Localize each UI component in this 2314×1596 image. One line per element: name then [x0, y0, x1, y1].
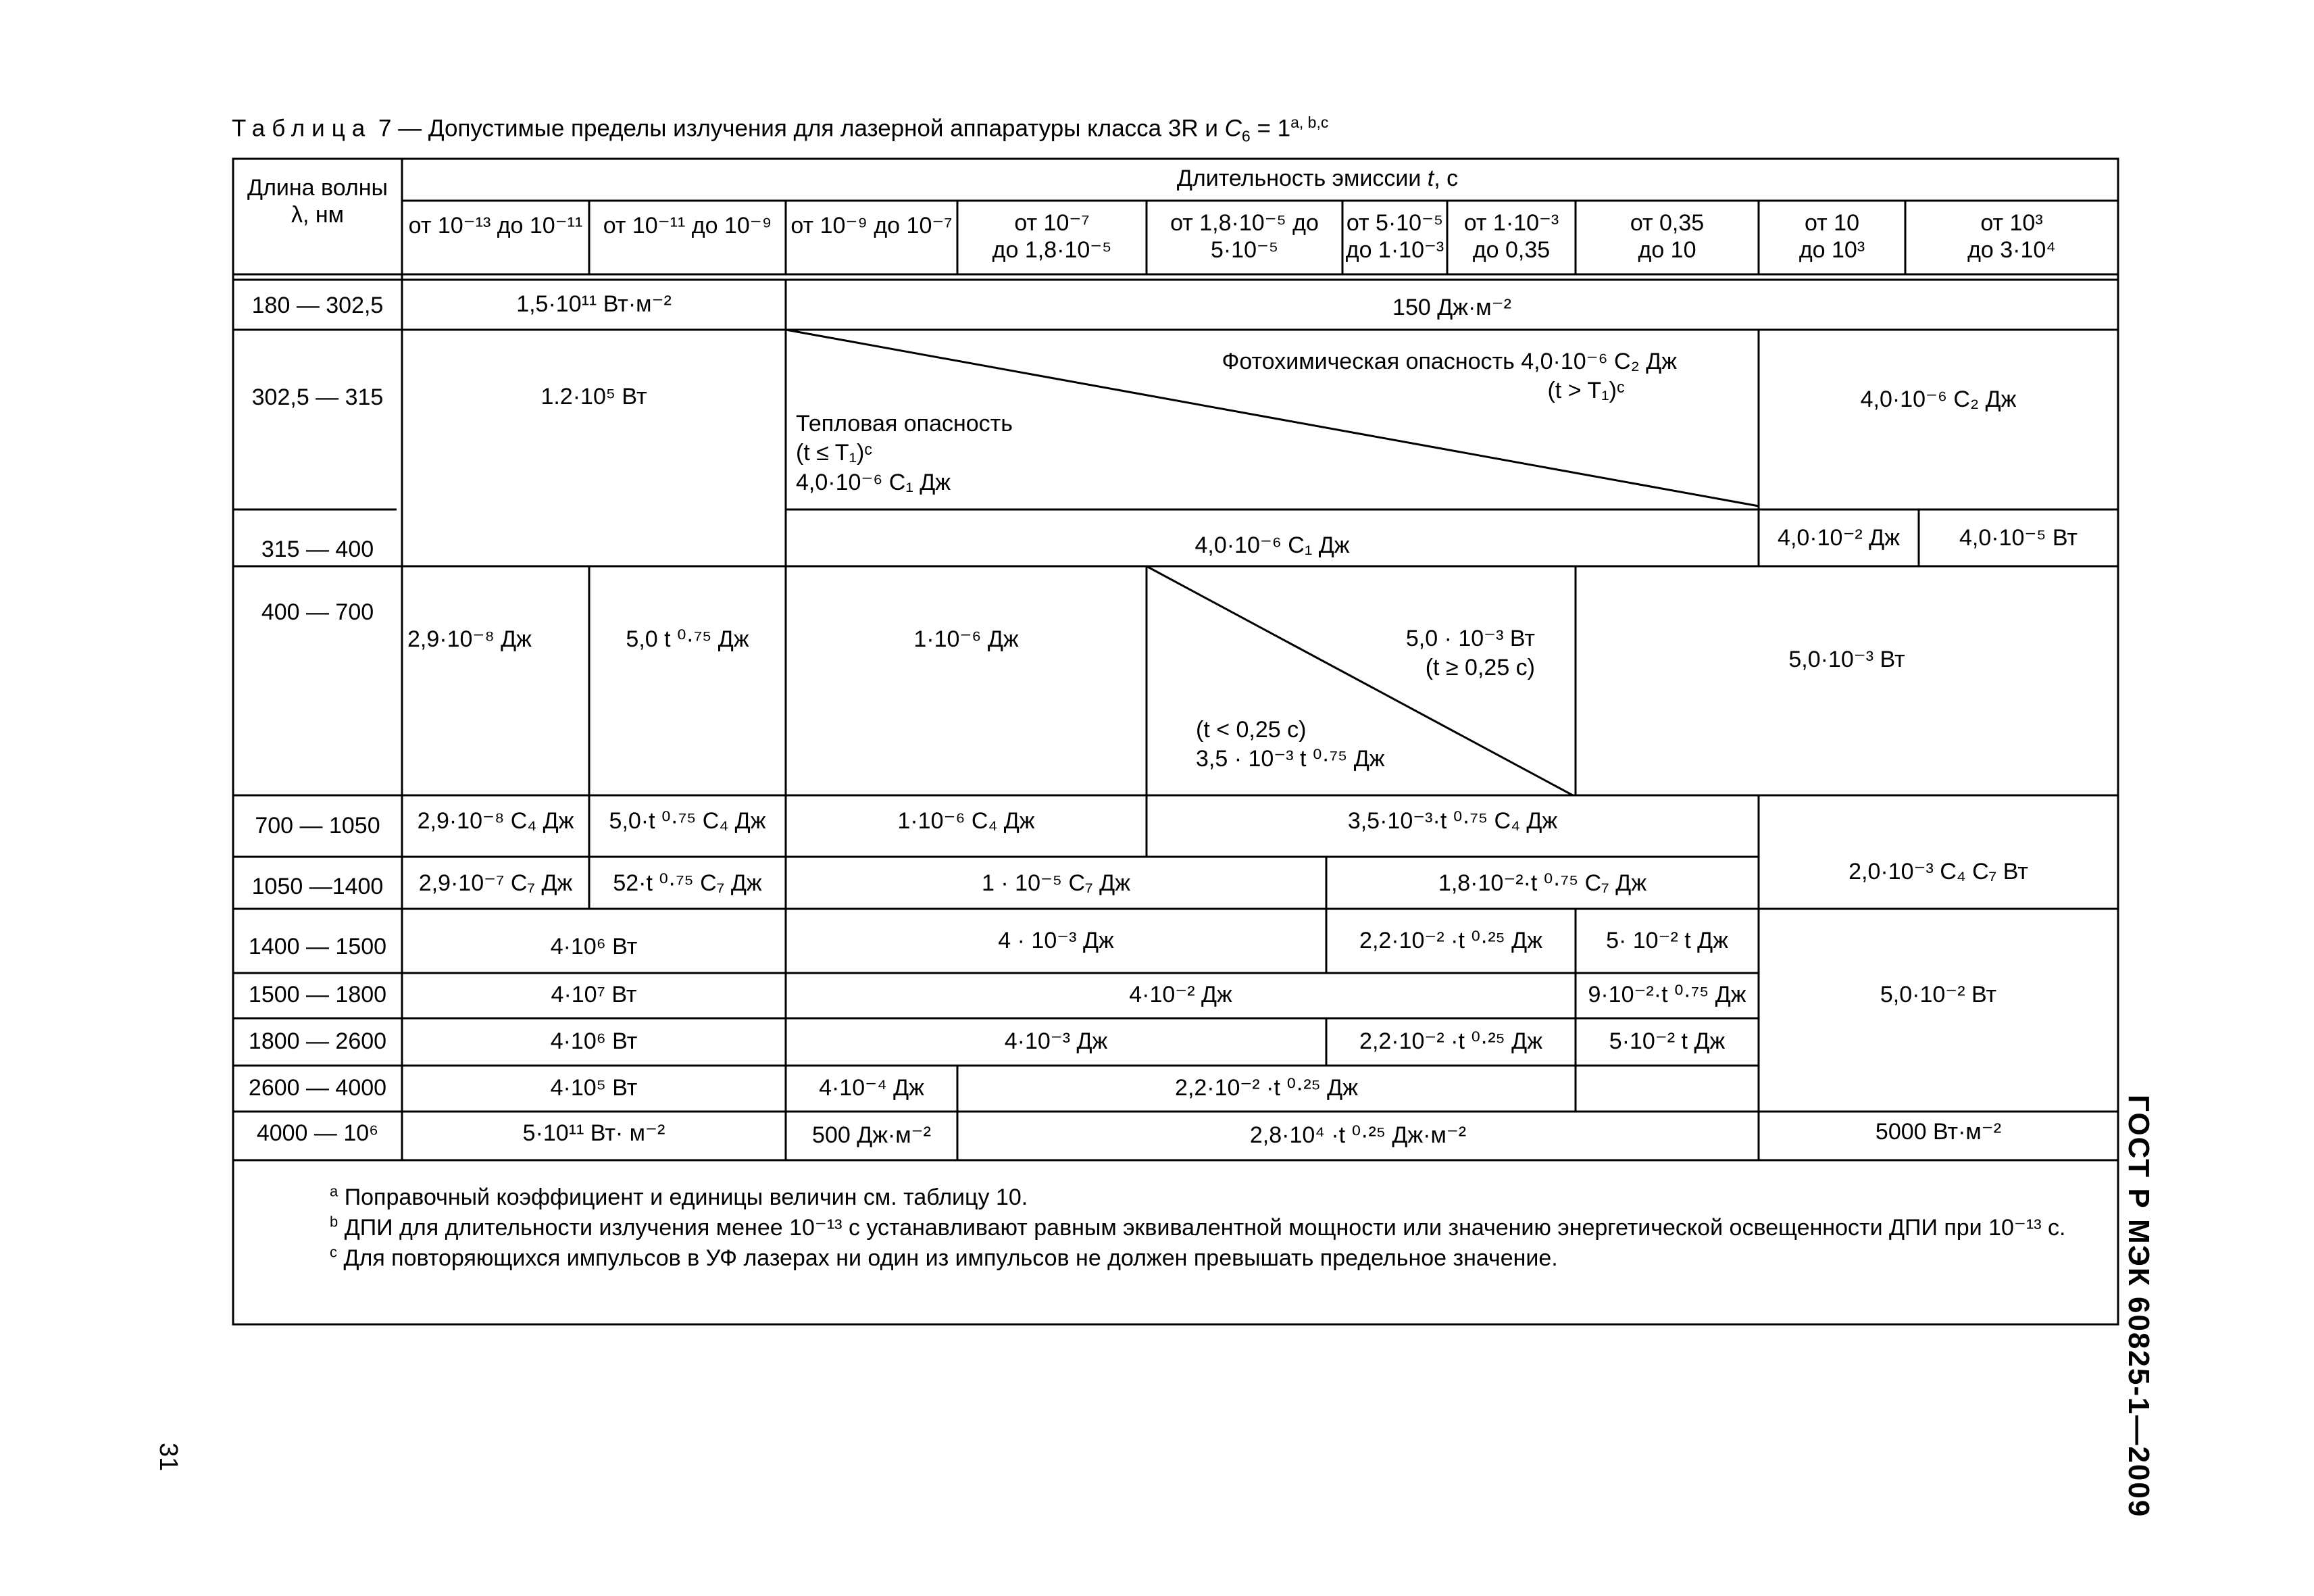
header-wavelength-line2: λ, нм [291, 202, 345, 228]
header-col9-l1: от 10 [1805, 210, 1859, 236]
header-col7-l2: до 0,35 [1472, 237, 1551, 263]
caption-text: — Допустимые пределы излучения для лазерной аппаратуры класса 3R и [398, 115, 1218, 142]
table-footnotes [257, 1182, 2094, 1274]
cell-700-b: 5,0·t ⁰·⁷⁵ C₄ Дж [609, 808, 766, 834]
footnote-b-mark: b [330, 1213, 338, 1230]
footnote-a [257, 1182, 2094, 1213]
footnote-b-text: ДПИ для длительности излучения менее 10⁻¹³ с устанавливают равным эквивалентной мощности или значению энергетической освещенности ДПИ при 10⁻¹³ с. [344, 1215, 2066, 1241]
caption-footnote-marks: a, b,c [1290, 114, 1329, 131]
cell-400-b: 5,0 t ⁰·⁷⁵ Дж [626, 626, 749, 652]
cell-400-c: 1·10⁻⁶ Дж [913, 626, 1019, 652]
wl-315: 315 — 400 [261, 537, 374, 562]
wl-1800: 1800 — 2600 [248, 1028, 387, 1054]
cell-400-right: 5,0·10⁻³ Вт [1788, 647, 1905, 672]
cell-302-right: 4,0·10⁻⁶ C₂ Дж [1860, 386, 2017, 412]
cell-4000-d: 5000 Вт·м⁻² [1875, 1119, 2002, 1145]
cell-315-a: 4,0·10⁻⁶ C₁ Дж [1194, 532, 1350, 558]
cell-1050-c: 1 · 10⁻⁵ C₇ Дж [982, 870, 1130, 896]
header-col6-l2: до 1·10⁻³ [1345, 237, 1444, 263]
cell-1800-a: 4·10⁶ Вт [550, 1028, 638, 1054]
cell-180-a: 1,5·10¹¹ Вт·м⁻² [516, 291, 672, 317]
cell-302-photo: Фотохимическая опасность 4,0·10⁻⁶ C₂ Дж [1222, 349, 1677, 374]
caption-var: C [1224, 115, 1242, 142]
page-number: 31 [154, 1443, 182, 1472]
cell-1400-a: 4·10⁶ Вт [550, 934, 638, 959]
cell-400-upper-l2: (t ≥ 0,25 с) [1425, 655, 1535, 680]
cell-1050-a: 2,9·10⁻⁷ C₇ Дж [418, 870, 573, 896]
wl-1500: 1500 — 1800 [248, 982, 387, 1007]
header-duration [1081, 165, 1554, 192]
cell-700-c: 1·10⁻⁶ C₄ Дж [897, 808, 1035, 834]
cell-315-b: 4,0·10⁻² Дж [1778, 525, 1900, 551]
caption-number: 7 [378, 115, 392, 142]
header-col4-l1: от 10⁻⁷ [1014, 210, 1090, 236]
cell-302-thermal: Тепловая опасность [796, 411, 1013, 437]
caption-equals: = 1 [1257, 115, 1291, 142]
cell-1800-d: 5·10⁻² t Дж [1609, 1028, 1726, 1054]
cell-1400-right: 5,0·10⁻² Вт [1880, 982, 1997, 1007]
wl-4000: 4000 — 10⁶ [256, 1120, 379, 1146]
header-col10-l2: до 3·10⁴ [1967, 237, 2056, 263]
cell-700-a: 2,9·10⁻⁸ C₄ Дж [417, 808, 574, 834]
footnote-a-mark: a [330, 1182, 338, 1200]
wl-700: 700 — 1050 [255, 813, 380, 839]
wl-180: 180 — 302,5 [251, 293, 384, 318]
wl-302: 302,5 — 315 [251, 384, 384, 410]
cell-2600-b: 4·10⁻⁴ Дж [819, 1075, 924, 1101]
cell-302-thermal-val: 4,0·10⁻⁶ C₁ Дж [796, 470, 951, 495]
header-wavelength-line1: Длина волны [247, 175, 388, 201]
footnote-c-text: Для повторяющихся импульсов в УФ лазерах ни один из импульсов не должен превышать предельное значение. [343, 1245, 1558, 1271]
cell-400-a: 2,9·10⁻⁸ Дж [407, 626, 532, 652]
cell-4000-a: 5·10¹¹ Вт· м⁻² [522, 1120, 665, 1146]
footnote-c-mark: c [330, 1243, 337, 1261]
cell-1800-b: 4·10⁻³ Дж [1004, 1028, 1108, 1054]
header-col8-l1: от 0,35 [1630, 210, 1705, 236]
cell-180-b: 150 Дж·м⁻² [1392, 295, 1511, 320]
cell-1400-b: 4 · 10⁻³ Дж [998, 928, 1114, 953]
header-col1: от 10⁻¹³ до 10⁻¹¹ [408, 213, 583, 239]
cell-1050-d: 1,8·10⁻²·t ⁰·⁷⁵ C₇ Дж [1438, 870, 1647, 896]
header-col3: от 10⁻⁹ до 10⁻⁷ [790, 213, 953, 239]
header-col7-l1: от 1·10⁻³ [1463, 210, 1559, 236]
cell-4000-c: 2,8·10⁴ ·t ⁰·²⁵ Дж·м⁻² [1249, 1122, 1467, 1148]
cell-400-lower-l1: (t < 0,25 с) [1196, 717, 1307, 743]
cell-1050-b: 52·t ⁰·⁷⁵ C₇ Дж [613, 870, 762, 896]
caption-label: Таблица [232, 115, 372, 142]
caption-sub: 6 [1241, 127, 1251, 145]
cell-2600-c: 2,2·10⁻² ·t ⁰·²⁵ Дж [1175, 1075, 1358, 1101]
footnote-a-text: Поправочный коэффициент и единицы величин см. таблицу 10. [344, 1184, 1028, 1210]
wl-1400: 1400 — 1500 [248, 934, 387, 959]
cell-1800-c: 2,2·10⁻² ·t ⁰·²⁵ Дж [1359, 1028, 1542, 1054]
header-col2: от 10⁻¹¹ до 10⁻⁹ [603, 213, 772, 239]
header-col4-l2: до 1,8·10⁻⁵ [992, 237, 1112, 263]
wl-2600: 2600 — 4000 [248, 1075, 387, 1101]
cell-1500-b: 4·10⁻² Дж [1129, 982, 1232, 1007]
cell-400-lower-l2: 3,5 · 10⁻³ t ⁰·⁷⁵ Дж [1196, 746, 1385, 772]
cell-700-right: 2,0·10⁻³ C₄ C₇ Вт [1848, 859, 2028, 884]
header-col5-l1: от 1,8·10⁻⁵ до [1170, 210, 1319, 236]
header-duration-label: Длительность эмиссии [1176, 166, 1422, 191]
header-col10-l1: от 10³ [1980, 210, 2043, 236]
cell-302-a: 1.2·10⁵ Вт [540, 384, 647, 409]
cell-2600-a: 4·10⁵ Вт [550, 1075, 638, 1101]
cell-4000-b: 500 Дж·м⁻² [812, 1122, 931, 1148]
cell-400-upper-l1: 5,0 · 10⁻³ Вт [1405, 626, 1535, 651]
header-col8-l2: до 10 [1638, 237, 1696, 263]
header-duration-unit: , с [1434, 166, 1459, 191]
footnote-b [257, 1213, 2094, 1243]
cell-1400-d: 5· 10⁻² t Дж [1606, 928, 1728, 953]
cell-700-d: 3,5·10⁻³·t ⁰·⁷⁵ C₄ Дж [1347, 808, 1558, 834]
cell-302-thermal-cond: (t ≤ T₁)ᶜ [796, 440, 873, 466]
footnote-c [257, 1243, 2094, 1274]
cell-1500-a: 4·10⁷ Вт [551, 982, 637, 1007]
wl-400: 400 — 700 [261, 599, 374, 625]
header-duration-var: t [1427, 166, 1434, 191]
cell-1400-c: 2,2·10⁻² ·t ⁰·²⁵ Дж [1359, 928, 1542, 953]
header-col6-l1: от 5·10⁻⁵ [1346, 210, 1444, 236]
header-col9-l2: до 10³ [1799, 237, 1865, 263]
document-standard-title: ГОСТ Р МЭК 60825-1—2009 [2122, 1095, 2155, 1518]
wl-1050: 1050 —1400 [251, 874, 384, 899]
header-col5-l2: 5·10⁻⁵ [1210, 237, 1279, 263]
cell-302-photo-cond: (t > T₁)ᶜ [1547, 378, 1625, 403]
cell-315-c: 4,0·10⁻⁵ Вт [1959, 525, 2078, 551]
cell-1500-d: 9·10⁻²·t ⁰·⁷⁵ Дж [1588, 982, 1746, 1007]
